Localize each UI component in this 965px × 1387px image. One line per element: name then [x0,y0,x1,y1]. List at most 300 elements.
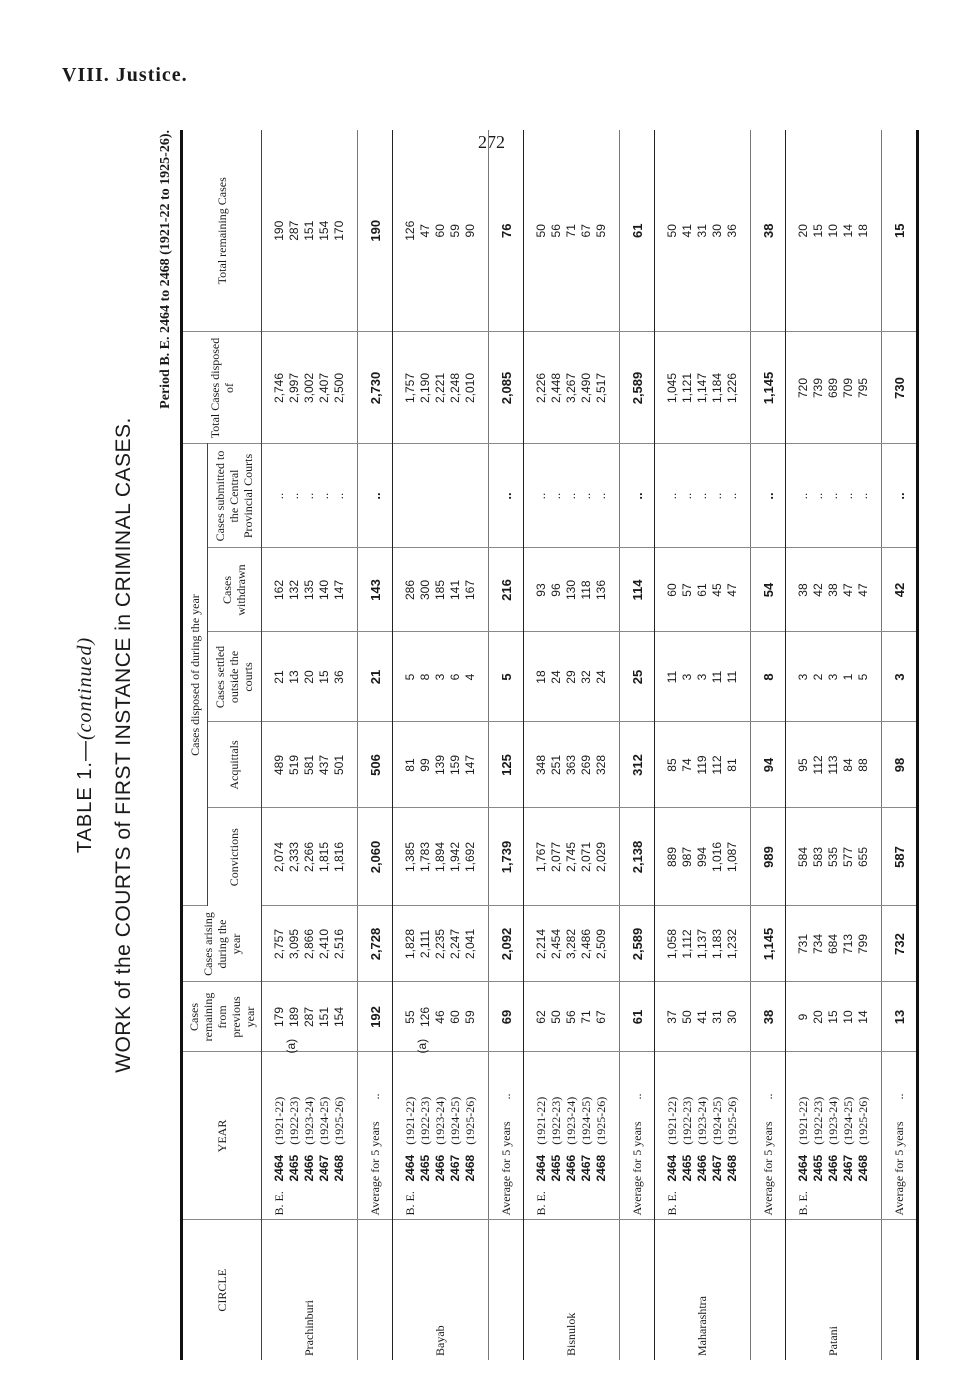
value: 50 [549,1010,563,1024]
value: 11 [725,670,739,684]
average-row [751,130,786,1360]
cell-remaining-prev [524,982,620,1052]
value: 2,041 [463,928,477,960]
average-settled: 8 [751,632,786,722]
cell-withdrawn [393,548,489,632]
value: 1,058 [665,928,679,960]
value: 2,226 [534,372,548,404]
value: 437 [317,754,331,776]
average-total-remaining: 15 [882,130,918,332]
section-heading: VIII. Justice. [62,64,188,86]
value: 20 [796,224,810,238]
value: 2,071 [579,841,593,873]
cell-acquittals [524,722,620,808]
year-cell [393,1052,489,1220]
cell-convictions [786,808,882,906]
value: 4 [463,673,477,681]
value: .. [665,492,679,500]
value: 734 [811,933,825,955]
year-range: (1921-22) [796,1096,810,1145]
value: 15 [317,670,331,684]
value: 15 [811,224,825,238]
average-blank [882,1220,918,1360]
value: 1,815 [317,841,331,873]
year-be: 2466 [433,1154,447,1182]
average-label-cell [489,1052,524,1220]
value: 3 [433,673,447,681]
year-line [534,1057,549,1216]
value: 140 [317,579,331,601]
year-be: 2468 [463,1154,477,1182]
average-label-cell [358,1052,393,1220]
value: 2,746 [272,372,286,404]
header-total-remaining: Total remaining Cases [182,130,262,332]
value: .. [594,492,608,500]
circle-name: Patani [826,1326,840,1356]
year-range: (1925-26) [332,1096,346,1145]
average-arising: 2,728 [358,906,393,982]
average-remaining-prev: 13 [882,982,918,1052]
value: 2,516 [332,928,346,960]
year-range: (1922-23) [287,1096,301,1145]
header-year: YEAR [182,1052,262,1220]
cell-total-disposed [262,332,358,444]
circle-row-group [786,130,882,1360]
value: 135 [302,579,316,601]
value: .. [272,492,286,500]
value: 2,214 [534,928,548,960]
value: 162 [272,579,286,601]
year-be: 2467 [841,1154,855,1182]
value: 1,942 [448,841,462,873]
average-row [358,130,393,1360]
value: 328 [594,754,608,776]
value: 3,282 [564,928,578,960]
circle-name: Bayab [433,1325,447,1356]
cell-convictions [655,808,751,906]
value: 29 [564,670,578,684]
value: 62 [534,1010,548,1024]
value: 2,509 [594,928,608,960]
cell-total-remaining [786,130,882,332]
cell-acquittals [393,722,489,808]
value: .. [332,492,346,500]
value: 24 [549,670,563,684]
value: 1,016 [710,841,724,873]
value: 10 [826,224,840,238]
year-range: (1924-25) [317,1096,331,1145]
value: 3,095 [287,928,301,960]
value: 583 [811,846,825,868]
average-label-cell [620,1052,655,1220]
cell-total-disposed [786,332,882,444]
value: 3,002 [302,372,316,404]
year-line [463,1057,478,1216]
cell-total-disposed [524,332,620,444]
year-line [549,1057,564,1216]
average-convictions: 989 [751,808,786,906]
cell-total-remaining [262,130,358,332]
value: 167 [463,579,477,601]
value: 38 [796,583,810,597]
header-convictions: Convictions [207,808,261,906]
value: 95 [796,758,810,772]
value: 655 [856,846,870,868]
value: 47 [418,224,432,238]
header-circle: CIRCLE [182,1220,262,1360]
value: 32 [579,670,593,684]
value: 2,111 [418,929,432,959]
value: 45 [710,583,724,597]
year-be: 2464 [665,1154,679,1182]
average-remaining-prev: 69 [489,982,524,1052]
value: 3 [680,673,694,681]
year-range: (1925-26) [856,1096,870,1145]
value: 584 [796,846,810,868]
year-line [811,1057,826,1216]
value: 126 [418,1006,432,1028]
value [433,449,448,544]
average-label: Average for 5 years [891,1121,906,1216]
year-line [579,1057,594,1216]
year-line [841,1057,856,1216]
average-convictions: 2,138 [620,808,655,906]
value: 90 [463,224,477,238]
value: 1,183 [710,928,724,960]
cell-total-remaining [655,130,751,332]
year-be: 2465 [418,1154,432,1182]
cell-acquittals [786,722,882,808]
cell-submitted [262,444,358,548]
average-settled: 5 [489,632,524,722]
cell-remaining-prev [262,982,358,1052]
value: 112 [811,755,825,775]
value: 59 [594,224,608,238]
value: 2,248 [448,372,462,404]
average-total-disposed: 2,085 [489,332,524,444]
value: 6 [448,673,462,681]
value: 60 [448,1010,462,1024]
value: .. [811,492,825,500]
value: 300 [418,579,432,601]
value: 84 [841,758,855,772]
year-line [332,1057,347,1216]
page-number: 272 [478,132,505,152]
value: 154 [332,1006,346,1028]
value: 684 [826,933,840,955]
value [418,449,433,544]
cell-arising [786,906,882,982]
value: 14 [856,1010,870,1024]
value: 71 [564,224,578,238]
value: 2,490 [579,372,593,404]
value: 93 [534,583,548,597]
value: 889 [665,846,679,868]
value: 2,266 [302,841,316,873]
value: 2,235 [433,928,447,960]
average-dots: .. [891,1093,906,1100]
value: 489 [272,754,286,776]
value: 269 [579,754,593,776]
average-submitted: .. [882,444,918,548]
year-prefix: B. E. [403,1191,417,1216]
year-line [448,1057,463,1216]
year-be: 2466 [302,1154,316,1182]
value: 130 [564,579,578,601]
cell-arising [655,906,751,982]
average-row [620,130,655,1360]
average-convictions: 2,060 [358,808,393,906]
value: 535 [826,846,840,868]
value: 2,074 [272,841,286,873]
value: 85 [665,758,679,772]
value: 2,486 [579,928,593,960]
value: 96 [549,583,563,597]
value: 50 [665,224,679,238]
average-arising: 732 [882,906,918,982]
header-withdrawn: Cases withdrawn [207,548,261,632]
year-range: (1924-25) [710,1096,724,1145]
year-be: 2467 [710,1154,724,1182]
value: .. [564,492,578,500]
year-line [418,1057,433,1216]
value: 20 [302,670,316,684]
value: 190 [272,220,286,241]
value: 994 [695,846,709,868]
value: 720 [796,377,810,399]
circle-name: Bisnulok [564,1312,578,1356]
value: .. [302,492,316,500]
cell-submitted [393,444,489,548]
average-convictions: 1,739 [489,808,524,906]
value: 2,866 [302,928,316,960]
value: 713 [841,933,855,955]
value: 2,247 [448,928,462,960]
circle-row-group [393,130,489,1360]
year-range: (1921-22) [403,1096,417,1145]
year-line [856,1057,871,1216]
cell-convictions [393,808,489,906]
value: 5 [856,673,870,681]
table-subtitle: WORK of the COURTS of FIRST INSTANCE in CRIMINAL CASES. [112,417,135,1073]
cell-acquittals [262,722,358,808]
value: .. [680,492,694,500]
cell-total-disposed [655,332,751,444]
value: 132 [287,579,301,601]
value: 1,045 [665,372,679,404]
value: 1,894 [433,841,447,873]
value: 987 [680,846,694,868]
value: 2,757 [272,928,286,960]
average-total-disposed: 2,730 [358,332,393,444]
year-range: (1925-26) [594,1096,608,1145]
value: 709 [841,377,855,399]
year-be: 2467 [579,1154,593,1182]
value: .. [841,492,855,500]
value: 9 [796,1013,810,1021]
year-line [317,1057,332,1216]
value: 141 [448,579,462,601]
year-line [826,1057,841,1216]
value: 36 [725,224,739,238]
year-range: (1921-22) [665,1096,679,1145]
year-prefix: B. E. [534,1191,548,1216]
value: 2,010 [463,372,477,404]
value: 2,029 [594,841,608,873]
note-marker: (a) [415,1038,429,1054]
value: .. [534,492,548,500]
average-dots: .. [367,1093,382,1100]
cell-settled [262,632,358,722]
cell-total-remaining [524,130,620,332]
average-submitted: .. [751,444,786,548]
value: 21 [272,670,286,684]
value: 112 [710,755,724,775]
average-dots: .. [629,1093,644,1100]
circle-row-group [262,130,358,1360]
value: 1,783 [418,841,432,873]
value: 41 [680,224,694,238]
value: 74 [680,758,694,772]
value: 1,692 [463,841,477,873]
year-be: 2466 [826,1154,840,1182]
value: 501 [332,754,346,776]
year-range: (1922-23) [680,1096,694,1145]
year-range: (1923-24) [695,1096,709,1145]
average-settled: 25 [620,632,655,722]
circle-row-group [655,130,751,1360]
value: 519 [287,754,301,776]
value: 363 [564,754,578,776]
value: 50 [534,224,548,238]
year-prefix: B. E. [796,1191,810,1216]
year-line [695,1057,710,1216]
value: 1,767 [534,841,548,873]
value: 2,517 [594,372,608,404]
value: 2,997 [287,372,301,404]
circle-name: Prachinburi [302,1300,316,1356]
year-range: (1921-22) [272,1096,286,1145]
value: 170 [332,220,346,241]
rotated-table-page [60,130,907,1360]
value: .. [710,492,724,500]
year-line [433,1057,448,1216]
table-period: Period B. E. 2464 to 2468 (1921-22 to 1925-26). [158,130,173,409]
average-label: Average for 5 years [367,1121,382,1216]
value: 139 [433,754,447,776]
value: 151 [317,1006,331,1028]
year-line [302,1057,317,1216]
value: 31 [695,224,709,238]
year-line [665,1057,680,1216]
year-line [680,1057,695,1216]
year-range: (1924-25) [841,1096,855,1145]
value: 57 [680,583,694,597]
header-total-disposed: Total Cases disposed of [182,332,262,444]
year-line [272,1057,287,1216]
average-remaining-prev: 192 [358,982,393,1052]
value: 2 [811,673,825,681]
average-acquittals: 98 [882,722,918,808]
value: 10 [841,1010,855,1024]
average-label-cell [751,1052,786,1220]
value: .. [549,492,563,500]
value: 154 [317,220,331,241]
value: 15 [826,1010,840,1024]
cell-remaining-prev [786,982,882,1052]
value: 81 [725,758,739,772]
value: 1,147 [695,372,709,404]
value: 59 [448,224,462,238]
value: 2,448 [549,372,563,404]
value: 20 [811,1010,825,1024]
year-be: 2468 [856,1154,870,1182]
value: 24 [594,670,608,684]
year-be: 2466 [564,1154,578,1182]
note-marker: (a) [284,1038,298,1054]
value: 31 [710,1010,724,1024]
table-body [262,130,918,1360]
value: 2,077 [549,841,563,873]
value: 287 [302,1006,316,1028]
cell-settled [655,632,751,722]
value: 731 [796,933,810,955]
value: 14 [841,224,855,238]
year-range: (1923-24) [826,1096,840,1145]
value: 36 [332,670,346,684]
value [403,449,418,544]
value: 251 [549,754,563,776]
average-row [489,130,524,1360]
value: .. [579,492,593,500]
value: 119 [695,755,709,775]
average-submitted: .. [620,444,655,548]
value: 1,757 [403,372,417,404]
value: 47 [725,583,739,597]
value: 30 [725,1010,739,1024]
value: 1,385 [403,841,417,873]
year-be: 2465 [287,1154,301,1182]
year-be: 2464 [534,1154,548,1182]
value: 71 [579,1010,593,1024]
year-range: (1921-22) [534,1096,548,1145]
value: 11 [710,670,724,684]
year-line [564,1057,579,1216]
value: 11 [665,670,679,684]
value: 348 [534,754,548,776]
value: 147 [332,579,346,601]
average-label: Average for 5 years [760,1121,775,1216]
value: 1,121 [680,372,694,404]
value: .. [856,492,870,500]
year-cell [786,1052,882,1220]
value: 2,745 [564,841,578,873]
cell-convictions [262,808,358,906]
average-arising: 2,589 [620,906,655,982]
average-label: Average for 5 years [498,1121,513,1216]
value: 2,333 [287,841,301,873]
year-cell [524,1052,620,1220]
value: 3,267 [564,372,578,404]
value: 67 [579,224,593,238]
year-be: 2468 [594,1154,608,1182]
average-remaining-prev: 61 [620,982,655,1052]
year-prefix: B. E. [272,1191,286,1216]
value: 2,500 [332,372,346,404]
cell-submitted [524,444,620,548]
value: 179 [272,1006,286,1028]
value: 81 [403,758,417,772]
